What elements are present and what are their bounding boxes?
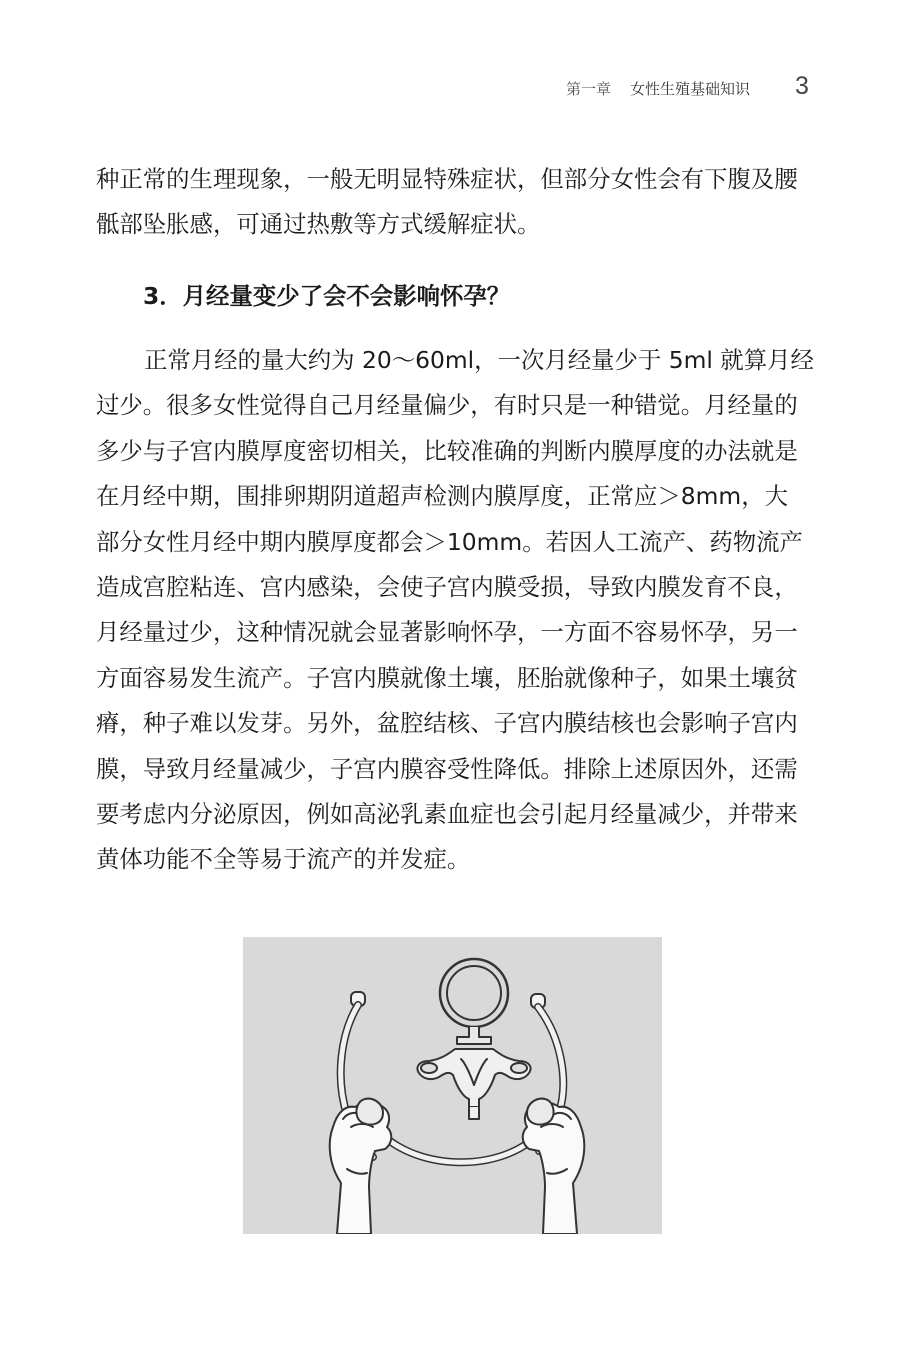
body-text-2 <box>96 338 816 883</box>
running-header <box>0 72 900 108</box>
paragraph-line: 要考虑内分泌原因，例如高泌乳素血症也会引起月经量减少，并带来 <box>96 799 798 828</box>
page-number: 3 <box>795 72 809 100</box>
illustration-figure <box>243 937 662 1234</box>
body-text <box>96 157 816 248</box>
paragraph-line: 多少与子宫内膜厚度密切相关，比较准确的判断内膜厚度的办法就是 <box>96 436 798 465</box>
paragraph-line: 过少。很多女性觉得自己月经量偏少，有时只是一种错觉。月经量的 <box>96 391 798 420</box>
paragraph-line: 部分女性月经中期内膜厚度都会＞10mm。若因人工流产、药物流产 <box>96 527 803 556</box>
paragraph-line: 正常月经的量大约为 20～60ml，一次月经量少于 5ml 就算月经 <box>144 346 814 374</box>
paragraph-line: 在月经中期，围排卵期阴道超声检测内膜厚度，正常应＞8mm，大 <box>96 482 788 511</box>
paragraph-line: 瘠，种子难以发芽。另外，盆腔结核、子宫内膜结核也会影响子宫内 <box>96 709 798 738</box>
paragraph-line: 黄体功能不全等易于流产的并发症。 <box>96 845 471 874</box>
stethoscope-female-symbol-icon <box>243 937 662 1234</box>
paragraph-line: 方面容易发生流产。子宫内膜就像土壤，胚胎就像种子，如果土壤贫 <box>96 663 798 692</box>
paragraph-line: 月经量过少，这种情况就会显著影响怀孕，一方面不容易怀孕，另一 <box>96 618 798 647</box>
paragraph-line: 种正常的生理现象，一般无明显特殊症状，但部分女性会有下腹及腰 <box>96 165 798 193</box>
section-heading: 3．月经量变少了会不会影响怀孕？ <box>143 282 511 310</box>
paragraph-line: 膜，导致月经量减少，子宫内膜容受性降低。排除上述原因外，还需 <box>96 754 798 783</box>
chapter-title: 女性生殖基础知识 <box>630 80 751 98</box>
paragraph-line: 造成宫腔粘连、宫内感染，会使子宫内膜受损，导致内膜发育不良， <box>96 572 798 601</box>
paragraph-line: 骶部坠胀感，可通过热敷等方式缓解症状。 <box>96 210 541 239</box>
chapter-number: 第一章 <box>566 80 612 98</box>
